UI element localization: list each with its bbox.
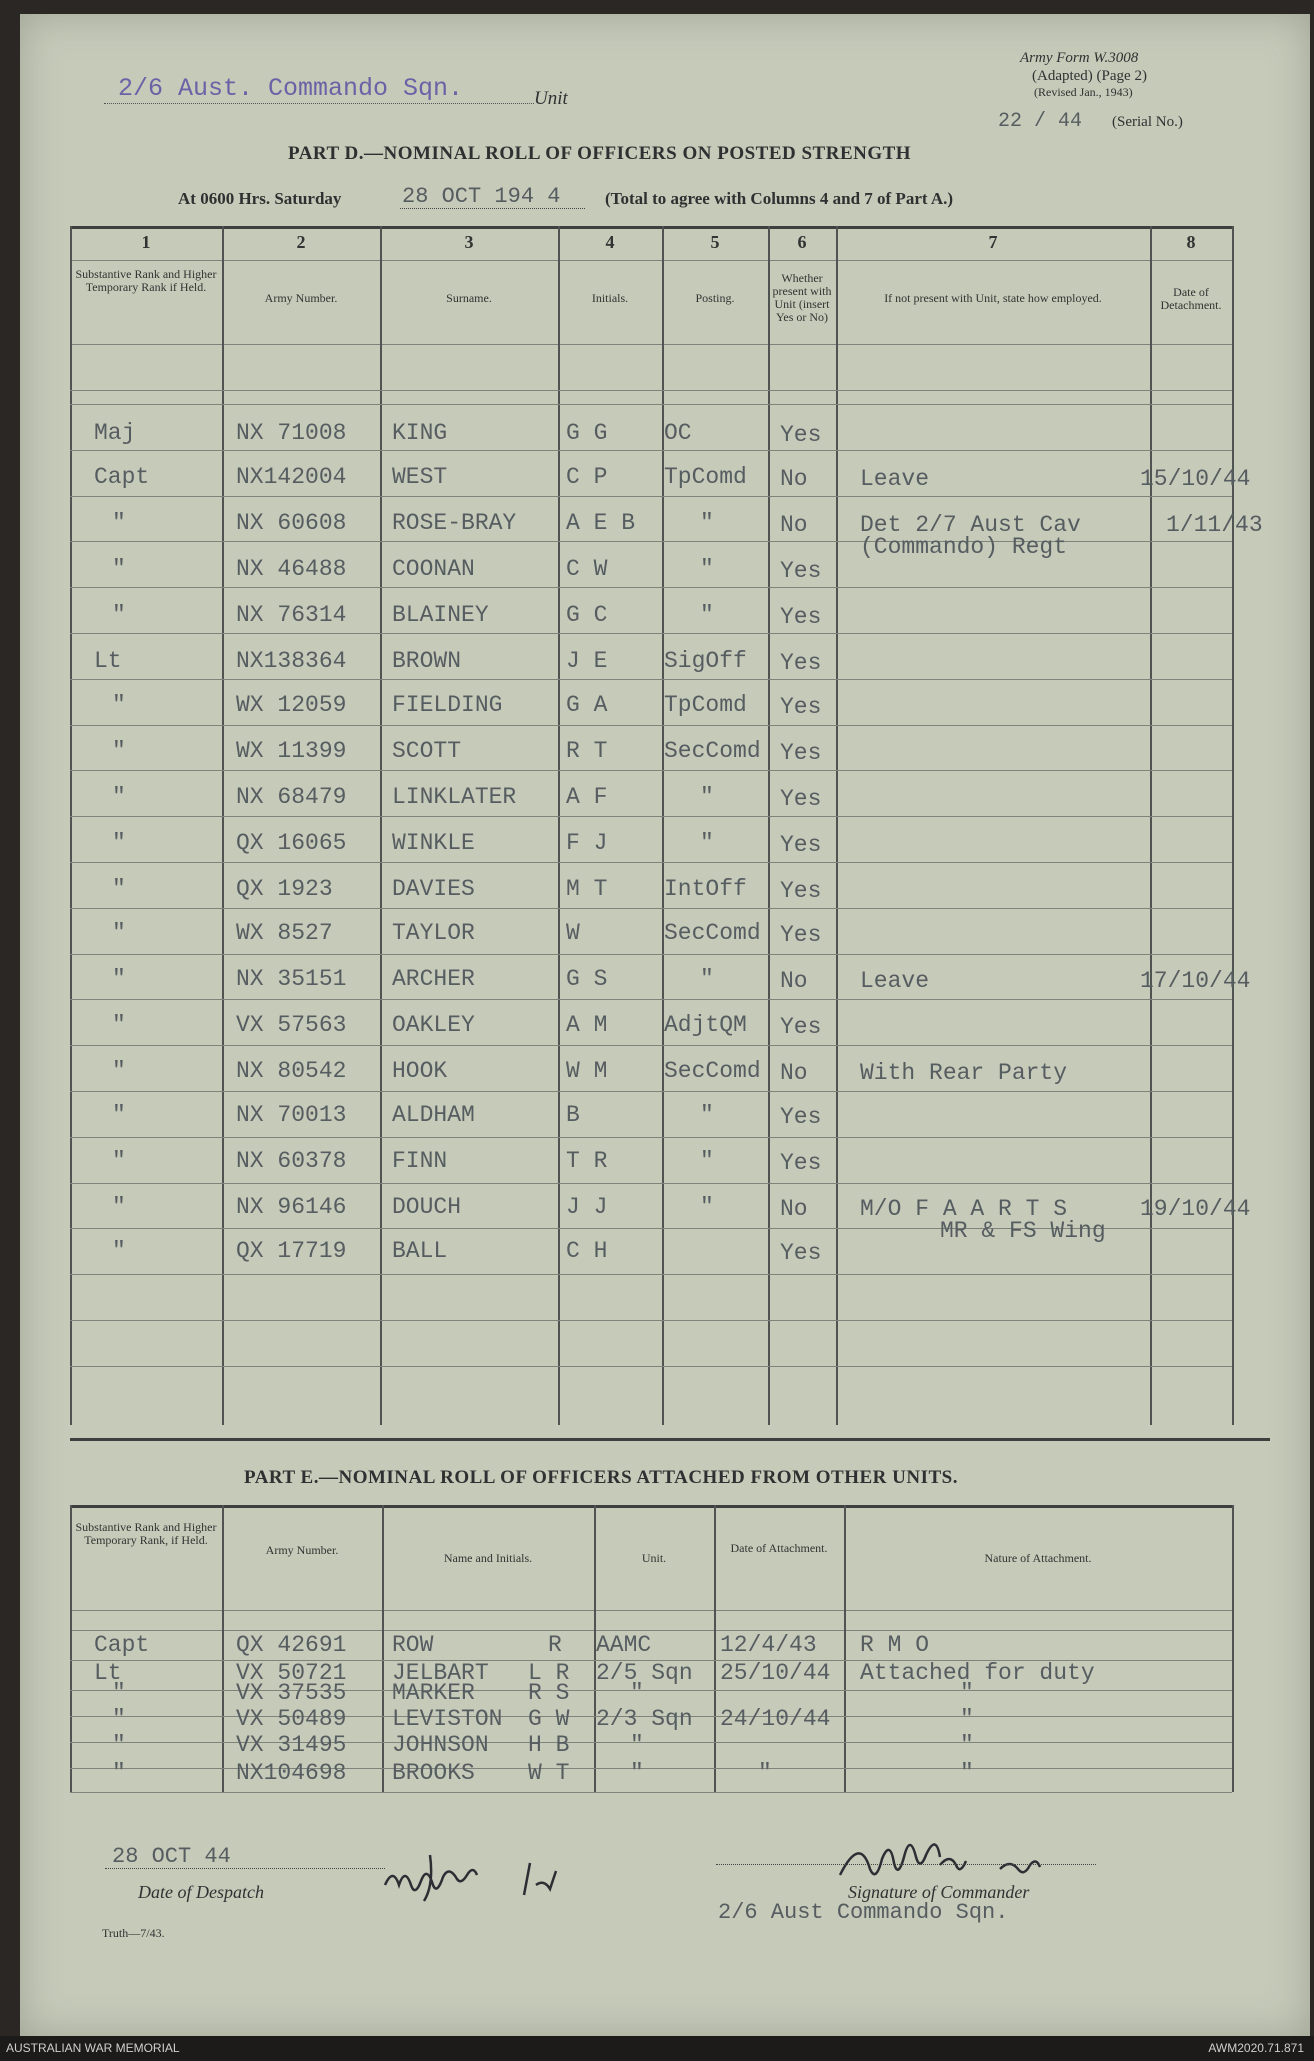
initials-cell: A M bbox=[566, 1012, 608, 1038]
part-d-row-rule bbox=[70, 862, 1232, 863]
unit-cell: AAMC bbox=[596, 1632, 652, 1658]
initials-cell: C W bbox=[566, 556, 608, 582]
part-d-row-rule bbox=[70, 587, 1232, 588]
present-cell: No bbox=[780, 1196, 808, 1222]
initials-cell: G W bbox=[528, 1706, 570, 1732]
posting-cell: SecComd bbox=[664, 738, 761, 764]
army-number-cell: QX 16065 bbox=[236, 830, 347, 856]
attachment-date-cell: 24/10/44 bbox=[720, 1706, 831, 1732]
part-d-row-rule bbox=[70, 816, 1232, 817]
present-cell: No bbox=[780, 512, 808, 538]
unit-cell: " bbox=[630, 1760, 644, 1786]
form-revised: (Revised Jan., 1943) bbox=[1034, 85, 1133, 99]
part-d-column-number: 4 bbox=[605, 232, 615, 252]
part-d-column-number: 6 bbox=[797, 232, 807, 252]
form-adapted: (Adapted) (Page 2) bbox=[1032, 68, 1147, 84]
army-number-cell: NX 60378 bbox=[236, 1148, 347, 1174]
posting-cell: SecComd bbox=[664, 1058, 761, 1084]
detachment-date-cell: 19/10/44 bbox=[1140, 1196, 1251, 1222]
part-e-column-rule bbox=[714, 1505, 716, 1792]
surname-cell: BALL bbox=[392, 1238, 448, 1264]
posting-cell: IntOff bbox=[664, 876, 747, 902]
rank-cell: " bbox=[112, 784, 126, 810]
part-d-column-rule bbox=[558, 226, 560, 1425]
rank-cell: " bbox=[112, 1760, 126, 1786]
surname-cell: COONAN bbox=[392, 556, 475, 582]
initials-cell: R S bbox=[528, 1680, 570, 1706]
surname-cell: DOUCH bbox=[392, 1194, 462, 1220]
posting-cell: SigOff bbox=[664, 648, 747, 674]
army-number-cell: NX 76314 bbox=[236, 602, 347, 628]
name-cell: LEVISTON bbox=[392, 1706, 503, 1732]
part-e-column-header: Nature of Attachment. bbox=[984, 1551, 1092, 1565]
army-number-cell: QX 42691 bbox=[236, 1632, 347, 1658]
army-number-cell: WX 11399 bbox=[236, 738, 347, 764]
part-e-row-rule bbox=[70, 1630, 1232, 1631]
rank-cell: " bbox=[112, 1148, 126, 1174]
initials-cell: G C bbox=[566, 602, 608, 628]
part-d-column-rule bbox=[768, 226, 770, 1425]
present-cell: Yes bbox=[780, 1240, 822, 1266]
rank-cell: " bbox=[112, 1012, 126, 1038]
surname-cell: OAKLEY bbox=[392, 1012, 475, 1038]
surname-cell: ARCHER bbox=[392, 966, 475, 992]
roll-date: 28 OCT 194 4 bbox=[402, 184, 561, 209]
initials-cell: F J bbox=[566, 830, 608, 856]
at-hours-label: At 0600 Hrs. Saturday bbox=[178, 189, 342, 208]
part-e-title: PART E.—NOMINAL ROLL OF OFFICERS ATTACHED FROM OTHER UNITS. bbox=[244, 1467, 958, 1488]
surname-cell: FINN bbox=[392, 1148, 448, 1174]
part-e-column-header: Name and Initials. bbox=[443, 1551, 533, 1565]
army-number-cell: QX 1923 bbox=[236, 876, 333, 902]
part-e-row-rule bbox=[70, 1792, 1232, 1793]
part-d-row-rule bbox=[70, 390, 1232, 391]
part-d-row-rule bbox=[70, 954, 1232, 955]
posting-cell: TpComd bbox=[664, 464, 747, 490]
rank-cell: Capt bbox=[94, 464, 150, 490]
part-d-column-header: Army Number. bbox=[264, 291, 338, 305]
part-d-column-number: 5 bbox=[710, 232, 720, 252]
army-number-cell: NX 35151 bbox=[236, 966, 347, 992]
part-e-column-rule bbox=[70, 1505, 72, 1792]
present-cell: Yes bbox=[780, 878, 822, 904]
part-d-number-rule bbox=[70, 260, 1232, 261]
initials-cell: C P bbox=[566, 464, 608, 490]
part-d-row-rule bbox=[70, 1183, 1232, 1184]
attachment-nature-cell: R M O bbox=[860, 1632, 930, 1658]
rank-cell: " bbox=[112, 920, 126, 946]
part-d-column-number: 2 bbox=[296, 232, 306, 252]
part-e-column-rule bbox=[1232, 1505, 1234, 1792]
part-d-column-rule bbox=[70, 226, 72, 1425]
employment-cell-continued: MR & FS Wing bbox=[940, 1218, 1106, 1244]
present-cell: Yes bbox=[780, 786, 822, 812]
despatch-label: Date of Despatch bbox=[138, 1882, 264, 1902]
army-number-cell: QX 17719 bbox=[236, 1238, 347, 1264]
initials-cell: A F bbox=[566, 784, 608, 810]
employment-cell: M/O F A A R T S bbox=[860, 1196, 1068, 1222]
initials-cell: W M bbox=[566, 1058, 608, 1084]
army-number-cell: VX 31495 bbox=[236, 1732, 347, 1758]
posting-cell: " bbox=[700, 1148, 714, 1174]
name-cell: BROOKS bbox=[392, 1760, 475, 1786]
part-d-column-header: Surname. bbox=[446, 291, 492, 305]
section-divider bbox=[70, 1438, 1270, 1441]
total-note: (Total to agree with Columns 4 and 7 of Part A.) bbox=[605, 189, 954, 208]
part-d-row-rule bbox=[70, 450, 1232, 451]
army-number-cell: VX 57563 bbox=[236, 1012, 347, 1038]
surname-cell: BROWN bbox=[392, 648, 462, 674]
attachment-date-cell: 25/10/44 bbox=[720, 1660, 831, 1686]
army-number-cell: VX 50721 bbox=[236, 1660, 347, 1686]
posting-cell: TpComd bbox=[664, 692, 747, 718]
posting-cell: " bbox=[700, 510, 714, 536]
attachment-nature-cell: " bbox=[960, 1732, 974, 1758]
part-d-row-rule bbox=[70, 908, 1232, 909]
part-e-column-rule bbox=[844, 1505, 846, 1792]
part-d-column-rule bbox=[222, 226, 224, 1425]
employment-cell: Leave bbox=[860, 968, 930, 994]
attachment-nature-cell: " bbox=[960, 1760, 974, 1786]
part-d-row-rule bbox=[70, 770, 1232, 771]
part-e-column-rule bbox=[222, 1505, 224, 1792]
army-number-cell: NX 71008 bbox=[236, 420, 347, 446]
attachment-nature-cell: " bbox=[960, 1680, 974, 1706]
unit-cell: 2/3 Sqn bbox=[596, 1706, 693, 1732]
part-d-column-number: 3 bbox=[464, 232, 474, 252]
part-e-column-header: Unit. bbox=[641, 1551, 667, 1565]
posting-cell: " bbox=[700, 784, 714, 810]
present-cell: Yes bbox=[780, 650, 822, 676]
rank-cell: " bbox=[112, 876, 126, 902]
part-d-column-header: Date of Detachment. bbox=[1160, 285, 1222, 312]
unit-cell: " bbox=[630, 1680, 644, 1706]
rank-cell: " bbox=[112, 556, 126, 582]
posting-cell: " bbox=[700, 830, 714, 856]
rank-cell: " bbox=[112, 1194, 126, 1220]
army-number-cell: NX104698 bbox=[236, 1760, 347, 1786]
present-cell: Yes bbox=[780, 422, 822, 448]
part-d-row-rule bbox=[70, 1045, 1232, 1046]
detachment-date-cell: 17/10/44 bbox=[1140, 968, 1251, 994]
handwritten-signature-left bbox=[380, 1845, 580, 1905]
rank-cell: " bbox=[112, 830, 126, 856]
present-cell: No bbox=[780, 1060, 808, 1086]
employment-cell-continued: (Commando) Regt bbox=[860, 534, 1068, 560]
army-number-cell: NX 96146 bbox=[236, 1194, 347, 1220]
signature-line bbox=[716, 1864, 1096, 1865]
part-e-column-header: Substantive Rank and Higher Temporary Rank, if Held. bbox=[75, 1520, 217, 1547]
army-number-cell: VX 50489 bbox=[236, 1706, 347, 1732]
archive-id: AWM2020.71.871 bbox=[1208, 2041, 1304, 2055]
army-number-cell: NX 70013 bbox=[236, 1102, 347, 1128]
part-d-row-rule bbox=[70, 1320, 1232, 1321]
surname-cell: BLAINEY bbox=[392, 602, 489, 628]
initials-cell: T R bbox=[566, 1148, 608, 1174]
part-d-row-rule bbox=[70, 725, 1232, 726]
part-e-column-header: Army Number. bbox=[265, 1543, 339, 1557]
initials-cell: H B bbox=[528, 1732, 570, 1758]
rank-cell: " bbox=[112, 602, 126, 628]
part-e-column-rule bbox=[382, 1505, 384, 1792]
unit-cell: 2/5 Sqn bbox=[596, 1660, 693, 1686]
posting-cell: SecComd bbox=[664, 920, 761, 946]
rank-cell: " bbox=[112, 1058, 126, 1084]
part-d-column-header: Whether present with Unit (insert Yes or No) bbox=[772, 271, 832, 324]
initials-cell: G S bbox=[566, 966, 608, 992]
army-number-cell: NX138364 bbox=[236, 648, 347, 674]
detachment-date-cell: 15/10/44 bbox=[1140, 466, 1251, 492]
army-number-cell: NX 68479 bbox=[236, 784, 347, 810]
rank-cell: Lt bbox=[94, 648, 122, 674]
part-d-row-rule bbox=[70, 1274, 1232, 1275]
surname-cell: HOOK bbox=[392, 1058, 448, 1084]
archive-bar bbox=[0, 2036, 1314, 2061]
surname-cell: WINKLE bbox=[392, 830, 475, 856]
present-cell: Yes bbox=[780, 740, 822, 766]
part-d-row-rule bbox=[70, 404, 1232, 405]
employment-cell: Det 2/7 Aust Cav bbox=[860, 512, 1081, 538]
initials-cell: J E bbox=[566, 648, 608, 674]
part-d-column-number: 1 bbox=[141, 232, 151, 252]
part-d-row-rule bbox=[70, 999, 1232, 1000]
part-d-column-header: Posting. bbox=[695, 291, 735, 305]
rank-cell: " bbox=[112, 966, 126, 992]
serial-number: 22 / 44 bbox=[998, 110, 1083, 133]
part-d-top-rule bbox=[70, 226, 1232, 229]
surname-cell: ALDHAM bbox=[392, 1102, 475, 1128]
part-d-column-number: 8 bbox=[1186, 232, 1196, 252]
part-d-column-rule bbox=[662, 226, 664, 1425]
part-d-header-rule bbox=[70, 344, 1232, 345]
initials-cell: R bbox=[548, 1632, 562, 1658]
part-d-column-rule bbox=[1232, 226, 1234, 1425]
part-d-column-header: If not present with Unit, state how employed. bbox=[884, 291, 1102, 305]
surname-cell: LINKLATER bbox=[392, 784, 517, 810]
despatch-date: 28 OCT 44 bbox=[112, 1844, 231, 1869]
part-e-header-rule bbox=[70, 1610, 1232, 1611]
attachment-nature-cell: Attached for duty bbox=[860, 1660, 1095, 1686]
employment-cell: With Rear Party bbox=[860, 1060, 1068, 1086]
surname-cell: KING bbox=[392, 420, 448, 446]
printer-mark: Truth—7/43. bbox=[102, 1926, 165, 1940]
roll-date-line bbox=[400, 208, 585, 209]
unit-line bbox=[104, 103, 534, 104]
signature-label: Signature of Commander bbox=[848, 1882, 1030, 1902]
initials-cell: B bbox=[566, 1102, 580, 1128]
rank-cell: " bbox=[112, 1732, 126, 1758]
rank-cell: " bbox=[112, 738, 126, 764]
present-cell: Yes bbox=[780, 694, 822, 720]
initials-cell: W bbox=[566, 920, 580, 946]
detachment-date-cell: 1/11/43 bbox=[1166, 512, 1263, 538]
present-cell: Yes bbox=[780, 1104, 822, 1130]
army-number-cell: NX 80542 bbox=[236, 1058, 347, 1084]
army-number-cell: VX 37535 bbox=[236, 1680, 347, 1706]
posting-cell: " bbox=[700, 1102, 714, 1128]
part-d-title: PART D.—NOMINAL ROLL OF OFFICERS ON POSTED STRENGTH bbox=[288, 143, 912, 164]
surname-cell: DAVIES bbox=[392, 876, 475, 902]
present-cell: Yes bbox=[780, 604, 822, 630]
initials-cell: L R bbox=[528, 1660, 570, 1686]
present-cell: Yes bbox=[780, 922, 822, 948]
serial-label: (Serial No.) bbox=[1112, 114, 1183, 130]
rank-cell: " bbox=[112, 1680, 126, 1706]
part-d-column-rule bbox=[836, 226, 838, 1425]
form-number: Army Form W.3008 bbox=[1020, 50, 1139, 66]
initials-cell: C H bbox=[566, 1238, 608, 1264]
part-d-row-rule bbox=[70, 1137, 1232, 1138]
attachment-nature-cell: " bbox=[960, 1706, 974, 1732]
initials-cell: W T bbox=[528, 1760, 570, 1786]
rank-cell: " bbox=[112, 1706, 126, 1732]
present-cell: Yes bbox=[780, 832, 822, 858]
rank-cell: " bbox=[112, 692, 126, 718]
rank-cell: Lt bbox=[94, 1660, 122, 1686]
posting-cell: AdjtQM bbox=[664, 1012, 747, 1038]
rank-cell: " bbox=[112, 1102, 126, 1128]
unit-cell: " bbox=[630, 1732, 644, 1758]
surname-cell: TAYLOR bbox=[392, 920, 475, 946]
army-number-cell: WX 12059 bbox=[236, 692, 347, 718]
name-cell: JELBART bbox=[392, 1660, 489, 1686]
surname-cell: SCOTT bbox=[392, 738, 462, 764]
part-d-column-rule bbox=[380, 226, 382, 1425]
part-d-row-rule bbox=[70, 496, 1232, 497]
army-number-cell: NX142004 bbox=[236, 464, 347, 490]
attachment-date-cell: 12/4/43 bbox=[720, 1632, 817, 1658]
employment-cell: Leave bbox=[860, 466, 930, 492]
part-e-column-header: Date of Attachment. bbox=[730, 1541, 828, 1555]
posting-cell: " bbox=[700, 966, 714, 992]
initials-cell: G G bbox=[566, 420, 608, 446]
rank-cell: Capt bbox=[94, 1632, 150, 1658]
surname-cell: ROSE-BRAY bbox=[392, 510, 517, 536]
posting-cell: " bbox=[700, 556, 714, 582]
part-d-column-header: Initials. bbox=[591, 291, 629, 305]
name-cell: ROW bbox=[392, 1632, 434, 1658]
present-cell: No bbox=[780, 968, 808, 994]
part-d-column-rule bbox=[1150, 226, 1152, 1425]
unit-label: Unit bbox=[534, 88, 568, 109]
present-cell: No bbox=[780, 466, 808, 492]
rank-cell: " bbox=[112, 1238, 126, 1264]
initials-cell: R T bbox=[566, 738, 608, 764]
present-cell: Yes bbox=[780, 1014, 822, 1040]
despatch-line bbox=[105, 1868, 385, 1869]
part-d-row-rule bbox=[70, 1366, 1232, 1367]
name-cell: JOHNSON bbox=[392, 1732, 489, 1758]
unit-stamp: 2/6 Aust. Commando Sqn. bbox=[118, 74, 464, 103]
part-d-column-header: Substantive Rank and Higher Temporary Rank if Held. bbox=[75, 267, 217, 294]
part-d-column-number: 7 bbox=[988, 232, 998, 252]
rank-cell: " bbox=[112, 510, 126, 536]
attachment-date-cell: " bbox=[758, 1760, 772, 1786]
archive-name: AUSTRALIAN WAR MEMORIAL bbox=[6, 2041, 180, 2055]
army-number-cell: NX 60608 bbox=[236, 510, 347, 536]
commander-unit: 2/6 Aust Commando Sqn. bbox=[718, 1900, 1009, 1925]
name-cell: MARKER bbox=[392, 1680, 475, 1706]
present-cell: Yes bbox=[780, 1150, 822, 1176]
part-e-top-rule bbox=[70, 1505, 1232, 1508]
army-number-cell: WX 8527 bbox=[236, 920, 333, 946]
rank-cell: Maj bbox=[94, 420, 136, 446]
army-number-cell: NX 46488 bbox=[236, 556, 347, 582]
posting-cell: " bbox=[700, 602, 714, 628]
part-d-row-rule bbox=[70, 1091, 1232, 1092]
surname-cell: FIELDING bbox=[392, 692, 503, 718]
initials-cell: M T bbox=[566, 876, 608, 902]
initials-cell: G A bbox=[566, 692, 608, 718]
posting-cell: " bbox=[700, 1194, 714, 1220]
part-d-row-rule bbox=[70, 679, 1232, 680]
present-cell: Yes bbox=[780, 558, 822, 584]
surname-cell: WEST bbox=[392, 464, 448, 490]
posting-cell: OC bbox=[664, 420, 692, 446]
initials-cell: A E B bbox=[566, 510, 636, 536]
initials-cell: J J bbox=[566, 1194, 608, 1220]
part-d-row-rule bbox=[70, 633, 1232, 634]
